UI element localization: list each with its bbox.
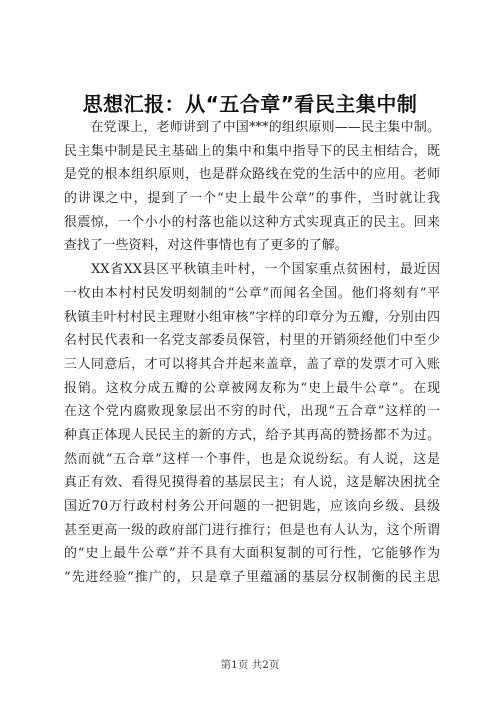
body-line: 在这个党内腐败现象层出不穷的时代，出现“五合章”这样的一 (64, 404, 440, 420)
body-line: “先进经验”推广的，只是章子里蕴涵的基层分权制衡的民主思 (64, 570, 440, 586)
body-line: 然而就“五合章”这样一个事件，也是众说纷纭。有人说，这是 (64, 451, 440, 467)
body-line: 民主集中制是民主基础上的集中和集中指导下的民主相结合，既 (64, 143, 440, 159)
body-line: 真正有效、看得见摸得着的基层民主；有人说，这是解决困扰全 (64, 475, 440, 491)
body-line: 三人同意后，才可以将其合并起来盖章，盖了章的发票才可入账 (64, 356, 440, 372)
document-title: 思想汇报：从“五合章”看民主集中制 (82, 92, 418, 116)
body-line: 一枚由本村村民发明刻制的“公章”而闻名全国。他们将刻有“平 (64, 285, 440, 301)
body-line: 国近70万行政村村务公开问题的一把钥匙，应该向乡级、县级 (64, 499, 440, 514)
body-line: 报销。这枚分成五瓣的公章被网友称为“史上最牛公章”。在现 (64, 380, 440, 396)
body-line: 甚至更高一级的政府部门进行推行；但是也有人认为，这个所谓 (64, 522, 440, 538)
document-body (64, 116, 440, 590)
body-line: 是党的根本组织原则，也是群众路线在党的生活中的应用。老师 (64, 167, 440, 183)
body-line: 种真正体现人民民主的新的方式，给予其再高的赞扬都不为过。 (64, 427, 440, 443)
body-line: 很震惊，一个小小的村落也能以这种方式实现真正的民主。回来 (64, 214, 440, 230)
page-number-footer: 第1页 共2页 (220, 659, 280, 671)
body-line: 秋镇圭叶村村民主理财小组审核”字样的印章分为五瓣，分别由四 (64, 309, 440, 325)
body-line: 的“史上最牛公章”并不具有大面积复制的可行性，它能够作为 (64, 546, 440, 562)
body-line: 名村民代表和一名党支部委员保管，村里的开销须经他们中至少 (64, 333, 440, 349)
body-line: 在党课上，老师讲到了中国***的组织原则——民主集中制。 (64, 120, 440, 135)
body-line: 查找了一些资料，对这件事情也有了更多的了解。 (64, 238, 348, 254)
body-line: XX省XX县区平秋镇圭叶村，一个国家重点贫困村，最近因 (64, 262, 440, 278)
body-line: 的讲课之中，提到了一个“史上最牛公章”的事件，当时就让我 (64, 191, 440, 207)
